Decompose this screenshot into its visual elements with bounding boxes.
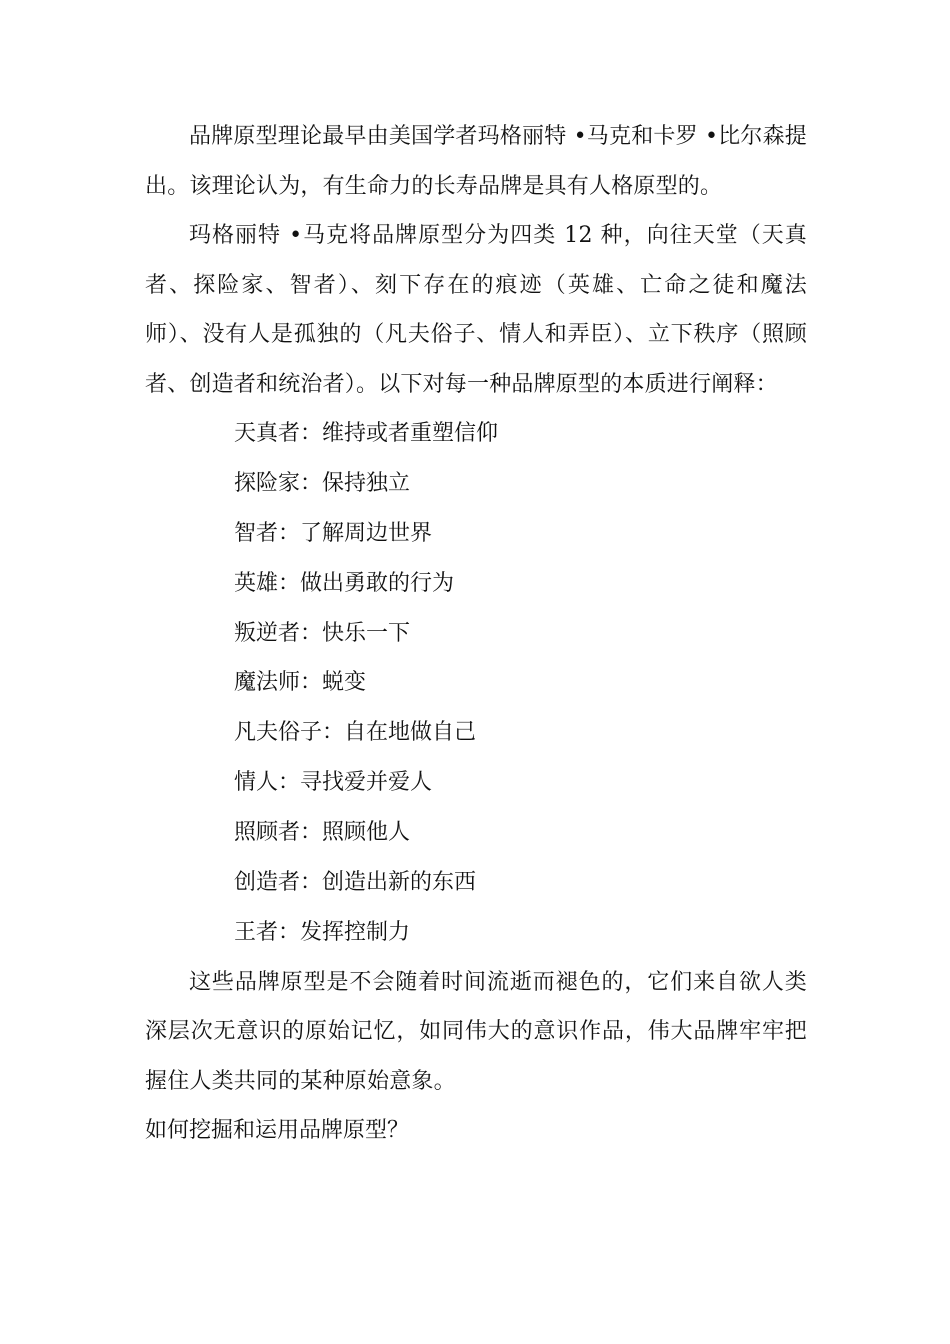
classification-paragraph: 玛格丽特 •马克将品牌原型分为四类 12 种，向往天堂（天真者、探险家、智者）、刻下存在的痕迹（英雄、亡命之徒和魔法师）、没有人是孤独的（凡夫俗子、情人和弄臣）、立下秩序（照顾者、创造者和统治者）。以下对每一种品牌原型的本质进行阐释： [145, 223, 807, 397]
intro-paragraph: 品牌原型理论最早由美国学者玛格丽特 •马克和卡罗 •比尔森提出。该理论认为，有生命力的长寿品牌是具有人格原型的。 [145, 124, 807, 199]
archetype-list [145, 409, 807, 958]
section-question: 如何挖掘和运用品牌原型？ [145, 1118, 410, 1144]
list-item: 魔法师：蜕变 [234, 670, 367, 696]
closing-paragraph: 这些品牌原型是不会随着时间流逝而褪色的，它们来自欲人类深层次无意识的原始记忆，如同伟大的意识作品，伟大品牌牢牢把握住人类共同的某种原始意象。 [145, 969, 807, 1094]
list-item: 智者：了解周边世界 [234, 520, 433, 546]
list-item: 英雄：做出勇敢的行为 [234, 570, 455, 596]
list-item: 情人：寻找爱并爱人 [234, 770, 433, 796]
list-item: 创造者：创造出新的东西 [234, 870, 477, 896]
list-item: 照顾者：照顾他人 [234, 820, 411, 846]
list-item: 天真者：维持或者重塑信仰 [234, 421, 499, 446]
list-item: 王者：发挥控制力 [234, 919, 411, 945]
list-item: 凡夫俗子：自在地做自己 [234, 720, 477, 746]
list-item: 叛逆者：快乐一下 [234, 620, 411, 646]
document-body [145, 112, 807, 1156]
list-item: 探险家：保持独立 [234, 470, 411, 496]
